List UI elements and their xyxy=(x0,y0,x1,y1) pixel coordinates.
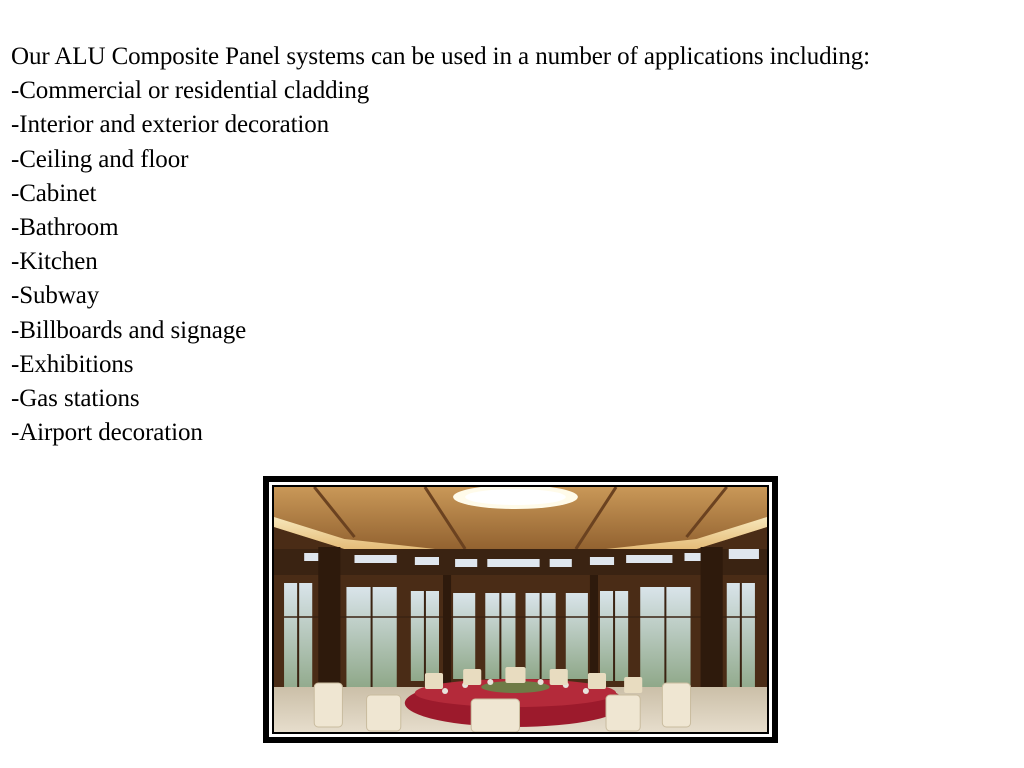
application-item: -Ceiling and floor xyxy=(11,145,189,173)
applications-text xyxy=(11,40,1016,450)
banquet-room-image xyxy=(274,487,767,732)
banquet-room-photo xyxy=(269,482,772,737)
banquet-room-photo-frame xyxy=(263,476,778,743)
application-item: -Commercial or residential cladding xyxy=(11,77,370,105)
application-item: -Gas stations xyxy=(11,385,140,413)
application-item: -Subway xyxy=(11,282,100,310)
application-item: -Billboards and signage xyxy=(11,316,247,344)
application-item: -Cabinet xyxy=(11,179,97,207)
application-item: -Exhibitions xyxy=(11,350,134,378)
intro-line: Our ALU Composite Panel systems can be used in a number of applications including: xyxy=(11,43,871,70)
application-item: -Bathroom xyxy=(11,214,119,242)
application-item: -Airport decoration xyxy=(11,419,203,447)
application-item: -Interior and exterior decoration xyxy=(11,111,330,139)
application-item: -Kitchen xyxy=(11,248,98,276)
